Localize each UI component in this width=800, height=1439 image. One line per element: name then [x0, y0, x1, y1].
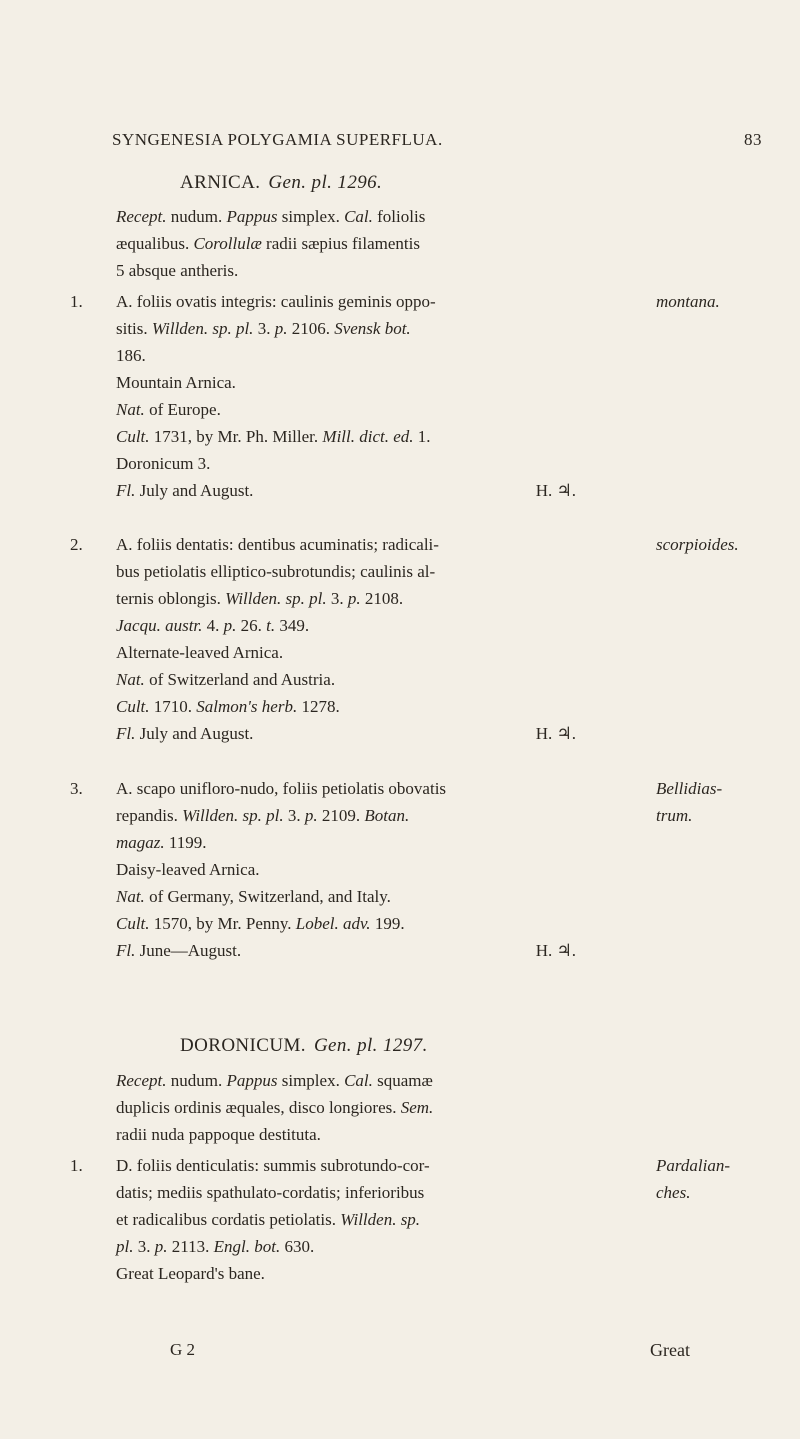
italic-text: Salmon's herb. [196, 697, 298, 716]
flowering-time [116, 477, 253, 504]
species-epithet-line: Bellidias- [656, 779, 723, 798]
italic-text: Mill. dict. ed. [322, 427, 414, 446]
text-run: 2113. [167, 1237, 214, 1256]
recept-label: Recept. [116, 207, 167, 226]
italic-text: p. [223, 616, 237, 635]
text-run: 3. [326, 589, 348, 608]
species-epithet-line: scorpioides. [656, 535, 739, 554]
entry-line [116, 585, 646, 612]
entry-line [116, 558, 646, 585]
text-run: A. scapo unifloro-nudo, foliis petiolatis obovatis [116, 779, 447, 798]
recept-label: Pappus [226, 207, 278, 226]
entry-body [116, 1152, 646, 1287]
genus-name: DORONICUM. [180, 1035, 306, 1056]
entry-line [116, 829, 646, 856]
catchword: Great [650, 1340, 690, 1360]
text-run: ternis oblongis. [116, 589, 226, 608]
text-run: July and August. [135, 481, 254, 500]
habit-symbol: H. ♃. [535, 481, 576, 500]
entry-line [116, 802, 646, 829]
entry-line [116, 531, 646, 558]
text-run: 1570, by Mr. Penny. [149, 914, 296, 933]
italic-text: Lobel. adv. [295, 914, 371, 933]
italic-text: p. [304, 806, 318, 825]
text-run: repandis. [116, 806, 183, 825]
italic-text: Fl. [116, 724, 136, 743]
habit-symbol: H. ♃. [535, 941, 576, 960]
italic-text: Cult. [116, 697, 150, 716]
recept-line [116, 1121, 616, 1148]
page-number: 83 [744, 130, 762, 149]
recept-text: æqualibus. [116, 234, 194, 253]
entry-line [116, 396, 646, 423]
recept-line [116, 230, 616, 257]
text-run: 3. [253, 319, 275, 338]
italic-text: Nat. [116, 670, 145, 689]
recept-text: radii sæpius filamentis [261, 234, 420, 253]
flowering-row [116, 937, 576, 964]
recept-text: simplex. [277, 207, 345, 226]
italic-text: Nat. [116, 400, 145, 419]
italic-text: Cult. [116, 427, 150, 446]
text-run: Great Leopard's bane. [116, 1264, 265, 1283]
entry-line [116, 883, 646, 910]
italic-text: Willden. sp. [340, 1210, 421, 1229]
entry-line [116, 612, 646, 639]
text-run: 3. [133, 1237, 155, 1256]
text-run: 3. [283, 806, 305, 825]
species-epithet-line: montana. [656, 292, 720, 311]
genus-reference: Gen. pl. 1296. [268, 172, 383, 193]
page-footer [170, 1340, 690, 1368]
recept-label: Cal. [344, 1071, 373, 1090]
flowering-row [116, 720, 576, 747]
recept-line [116, 257, 616, 284]
text-run: bus petiolatis elliptico-subrotundis; caulinis al- [116, 562, 436, 581]
entry-body [116, 531, 646, 747]
text-run: 26. [236, 616, 267, 635]
text-run: A. foliis ovatis integris: caulinis geminis oppo- [116, 292, 436, 311]
recept-text: 5 absque antheris. [116, 261, 239, 280]
running-title: SYNGENESIA POLYGAMIA SUPERFLUA. [112, 130, 443, 149]
recept-arnica [116, 203, 616, 284]
italic-text: Nat. [116, 887, 145, 906]
flowering-row [116, 477, 576, 504]
entry-line [116, 342, 646, 369]
italic-text: pl. [116, 1237, 134, 1256]
entry-number: 3. [70, 779, 83, 798]
flowering-time [116, 937, 241, 964]
italic-text: Willden. sp. pl. [151, 319, 254, 338]
entry-line [116, 1233, 646, 1260]
entry-line [116, 1152, 646, 1179]
species-epithet [656, 775, 776, 829]
genus-reference: Gen. pl. 1297. [313, 1035, 428, 1056]
italic-text: Jacqu. austr. [116, 616, 203, 635]
text-run: July and August. [135, 724, 254, 743]
italic-text: Botan. [364, 806, 410, 825]
recept-text: foliolis [372, 207, 426, 226]
entry-line [116, 856, 646, 883]
text-run: 1278. [297, 697, 340, 716]
recept-text: nudum. [166, 1071, 227, 1090]
species-epithet-line: trum. [656, 806, 693, 825]
recept-label: Corollulæ [193, 234, 262, 253]
entry-line [116, 315, 646, 342]
recept-doronicum [116, 1067, 616, 1148]
signature-mark: G 2 [170, 1340, 196, 1359]
italic-text: Willden. sp. pl. [225, 589, 327, 608]
italic-text: Svensk bot. [334, 319, 411, 338]
species-epithet [656, 531, 776, 558]
recept-label: Pappus [226, 1071, 278, 1090]
species-epithet [656, 1152, 776, 1206]
text-run: et radicalibus cordatis petiolatis. [116, 1210, 341, 1229]
text-run: 2108. [360, 589, 404, 608]
recept-line [116, 1067, 616, 1094]
recept-label: Recept. [116, 1071, 167, 1090]
entry-line [116, 775, 646, 802]
text-run: of Switzerland and Austria. [144, 670, 336, 689]
genus-heading-doronicum [180, 1035, 428, 1057]
recept-text: duplicis ordinis æquales, disco longiores. [116, 1098, 401, 1117]
text-run: A. foliis dentatis: dentibus acuminatis; radicali- [116, 535, 439, 554]
italic-text: Fl. [116, 941, 136, 960]
text-run: 186. [116, 346, 146, 365]
recept-text: simplex. [277, 1071, 345, 1090]
entry-line [116, 423, 646, 450]
species-epithet-line: Pardalian- [656, 1156, 730, 1175]
recept-label: Sem. [400, 1098, 434, 1117]
text-run: 199. [370, 914, 405, 933]
italic-text: p. [347, 589, 361, 608]
species-epithet-line: ches. [656, 1183, 691, 1202]
recept-text: nudum. [166, 207, 227, 226]
entry-body [116, 775, 646, 964]
text-run: June—August. [135, 941, 242, 960]
italic-text: Willden. sp. pl. [182, 806, 284, 825]
recept-label: Cal. [344, 207, 373, 226]
text-run: 1199. [164, 833, 207, 852]
text-run: Daisy-leaved Arnica. [116, 860, 260, 879]
text-run: sitis. [116, 319, 152, 338]
recept-line [116, 1094, 616, 1121]
italic-text: t. [266, 616, 276, 635]
text-run: D. foliis denticulatis: summis subrotundo-cor- [116, 1156, 430, 1175]
entry-line [116, 693, 646, 720]
italic-text: Cult. [116, 914, 150, 933]
entry-line [116, 910, 646, 937]
recept-text: radii nuda pappoque destituta. [116, 1125, 321, 1144]
entry-line [116, 288, 646, 315]
text-run: Mountain Arnica. [116, 373, 236, 392]
entry-number: 1. [70, 292, 83, 311]
italic-text: p. [274, 319, 288, 338]
text-run: datis; mediis spathulato-cordatis; inferioribus [116, 1183, 425, 1202]
entry-number: 2. [70, 535, 83, 554]
italic-text: Engl. bot. [213, 1237, 281, 1256]
entry-line [116, 1206, 646, 1233]
entry-line [116, 450, 646, 477]
genus-heading-arnica [180, 172, 382, 194]
text-run: Alternate-leaved Arnica. [116, 643, 284, 662]
text-run: 4. [202, 616, 224, 635]
entry-line [116, 369, 646, 396]
entry-line [116, 1179, 646, 1206]
text-run: 349. [275, 616, 310, 635]
entry-line [116, 1260, 646, 1287]
recept-text: squamæ [372, 1071, 433, 1090]
text-run: Doronicum 3. [116, 454, 211, 473]
recept-line [116, 203, 616, 230]
genus-name: ARNICA. [180, 172, 261, 193]
species-epithet [656, 288, 776, 315]
flowering-time [116, 720, 253, 747]
italic-text: Fl. [116, 481, 136, 500]
text-run: of Europe. [144, 400, 221, 419]
italic-text: magaz. [116, 833, 165, 852]
text-run: 2106. [287, 319, 335, 338]
text-run: 630. [280, 1237, 315, 1256]
text-run: 1710. [149, 697, 197, 716]
text-run: 1. [413, 427, 431, 446]
text-run: 1731, by Mr. Ph. Miller. [149, 427, 323, 446]
text-run: 2109. [317, 806, 365, 825]
entry-line [116, 639, 646, 666]
italic-text: p. [154, 1237, 168, 1256]
habit-symbol: H. ♃. [535, 724, 576, 743]
entry-line [116, 666, 646, 693]
entry-body [116, 288, 646, 504]
entry-number: 1. [70, 1156, 83, 1175]
running-header [112, 130, 762, 152]
text-run: of Germany, Switzerland, and Italy. [144, 887, 391, 906]
